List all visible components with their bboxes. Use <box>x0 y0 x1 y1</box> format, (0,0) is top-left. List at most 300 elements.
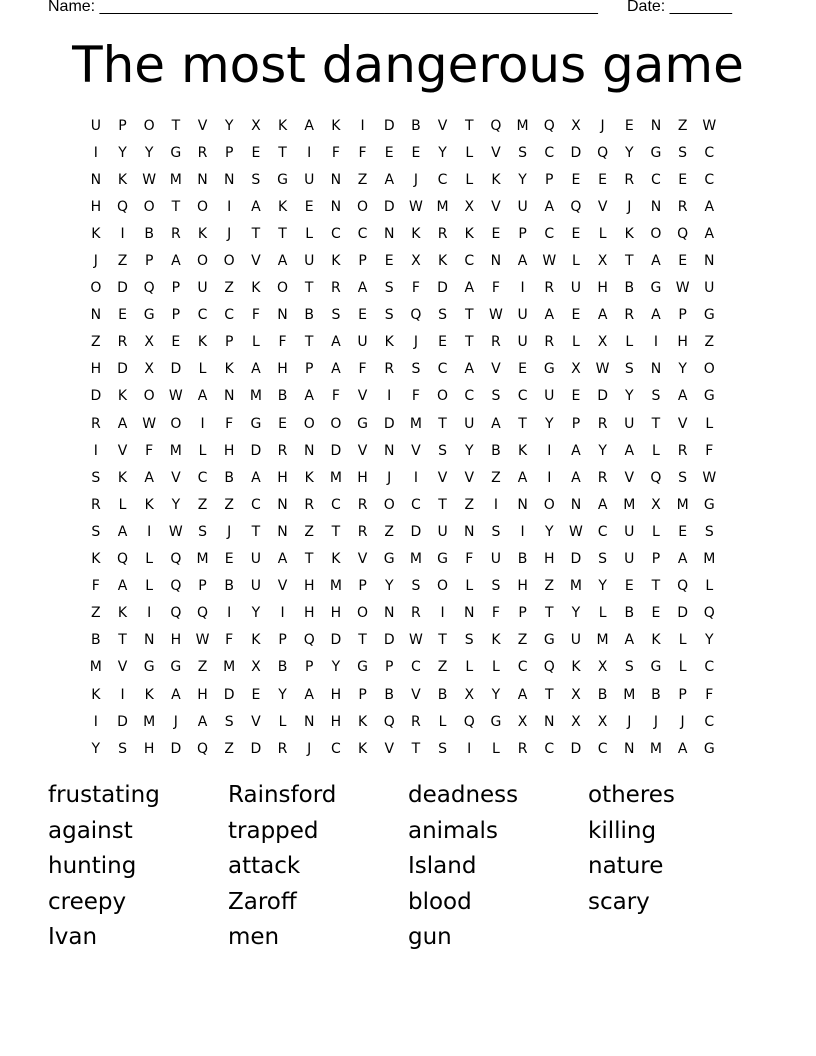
grid-letter[interactable]: Q <box>197 740 209 757</box>
grid-letter[interactable]: G <box>650 280 662 297</box>
grid-letter[interactable]: I <box>413 469 418 486</box>
grid-letter[interactable]: D <box>570 740 582 757</box>
grid-letter[interactable]: G <box>250 415 262 432</box>
grid-letter[interactable]: Q <box>410 307 422 324</box>
grid-letter[interactable]: R <box>411 713 421 730</box>
grid-letter[interactable]: W <box>142 171 157 188</box>
grid-letter[interactable]: A <box>277 253 288 270</box>
grid-letter[interactable]: R <box>677 442 688 459</box>
grid-letter[interactable]: E <box>251 144 261 161</box>
grid-letter[interactable]: U <box>570 280 582 297</box>
grid-letter[interactable]: B <box>411 117 421 134</box>
grid-letter[interactable]: A <box>464 361 475 378</box>
grid-letter[interactable]: A <box>597 307 608 324</box>
grid-letter[interactable]: F <box>705 442 714 459</box>
grid-letter[interactable]: N <box>303 713 315 730</box>
grid-letter[interactable]: R <box>357 496 368 513</box>
grid-letter[interactable]: F <box>331 388 340 405</box>
grid-letter[interactable]: C <box>330 225 341 242</box>
grid-letter[interactable]: L <box>465 171 474 188</box>
grid-letter[interactable]: Y <box>678 361 687 378</box>
grid-letter[interactable]: I <box>200 415 205 432</box>
grid-letter[interactable]: R <box>277 740 288 757</box>
grid-letter[interactable]: E <box>491 225 501 242</box>
grid-letter[interactable]: K <box>197 334 208 351</box>
grid-letter[interactable]: F <box>145 442 154 459</box>
grid-letter[interactable]: E <box>384 144 394 161</box>
grid-letter[interactable]: Y <box>438 144 447 161</box>
grid-letter[interactable]: D <box>383 415 395 432</box>
grid-letter[interactable]: C <box>517 659 528 676</box>
grid-letter[interactable]: S <box>704 523 714 540</box>
grid-letter[interactable]: R <box>544 280 555 297</box>
grid-letter[interactable]: L <box>465 578 474 595</box>
grid-letter[interactable]: D <box>170 740 182 757</box>
grid-letter[interactable]: N <box>704 253 715 270</box>
grid-letter[interactable]: G <box>170 659 182 676</box>
grid-letter[interactable]: L <box>598 605 607 622</box>
grid-letter[interactable]: O <box>650 225 662 242</box>
grid-letter[interactable]: O <box>197 253 209 270</box>
grid-letter[interactable]: Y <box>144 144 154 161</box>
grid-letter[interactable]: H <box>330 686 342 703</box>
grid-letter[interactable]: K <box>624 225 634 242</box>
grid-letter[interactable]: H <box>170 632 182 649</box>
grid-letter[interactable]: A <box>464 280 475 297</box>
grid-letter[interactable]: I <box>493 496 498 513</box>
grid-letter[interactable]: Q <box>463 713 475 730</box>
grid-letter[interactable]: I <box>280 605 285 622</box>
grid-letter[interactable]: D <box>677 605 688 622</box>
grid-letter[interactable]: K <box>251 280 261 297</box>
grid-letter[interactable]: K <box>117 469 128 486</box>
grid-letter[interactable]: A <box>144 469 154 486</box>
grid-letter[interactable]: R <box>197 144 208 161</box>
grid-letter[interactable]: S <box>678 469 688 486</box>
grid-letter[interactable]: A <box>331 361 341 378</box>
grid-letter[interactable]: M <box>596 632 609 649</box>
grid-letter[interactable]: V <box>171 469 181 486</box>
grid-letter[interactable]: C <box>411 659 421 676</box>
grid-letter[interactable]: C <box>704 171 715 188</box>
grid-letter[interactable]: P <box>224 144 234 161</box>
grid-letter[interactable]: E <box>571 388 581 405</box>
grid-letter[interactable]: D <box>410 523 422 540</box>
grid-letter[interactable]: M <box>623 496 636 513</box>
grid-letter[interactable]: B <box>624 605 635 622</box>
grid-letter[interactable]: S <box>438 442 448 459</box>
grid-letter[interactable]: K <box>144 686 154 703</box>
grid-letter[interactable]: L <box>118 496 127 513</box>
grid-letter[interactable]: B <box>517 551 528 568</box>
grid-letter[interactable]: Z <box>464 496 475 513</box>
grid-letter[interactable]: B <box>597 686 608 703</box>
grid-letter[interactable]: W <box>408 198 423 215</box>
grid-letter[interactable]: T <box>464 307 474 324</box>
grid-letter[interactable]: W <box>569 523 583 540</box>
grid-letter[interactable]: C <box>197 469 208 486</box>
grid-letter[interactable]: V <box>251 253 261 270</box>
grid-letter[interactable]: P <box>358 578 367 595</box>
grid-letter[interactable]: Y <box>624 144 634 161</box>
grid-letter[interactable]: D <box>383 632 395 649</box>
grid-letter[interactable]: K <box>91 551 101 568</box>
grid-letter[interactable]: X <box>411 253 421 270</box>
grid-letter[interactable]: Z <box>357 171 368 188</box>
grid-letter[interactable]: C <box>517 388 528 405</box>
grid-letter[interactable]: A <box>651 307 661 324</box>
grid-letter[interactable]: K <box>144 496 154 513</box>
grid-letter[interactable]: W <box>595 361 610 378</box>
grid-letter[interactable]: I <box>307 144 312 161</box>
grid-letter[interactable]: J <box>93 253 98 270</box>
grid-letter[interactable]: O <box>437 578 449 595</box>
grid-letter[interactable]: A <box>251 198 261 215</box>
grid-letter[interactable]: V <box>277 578 288 595</box>
grid-letter[interactable]: A <box>304 686 314 703</box>
grid-letter[interactable]: S <box>678 144 688 161</box>
grid-letter[interactable]: K <box>491 171 501 188</box>
grid-letter[interactable]: E <box>624 117 634 134</box>
grid-letter[interactable]: Q <box>303 632 315 649</box>
grid-letter[interactable]: L <box>145 578 154 595</box>
grid-letter[interactable]: A <box>251 469 261 486</box>
grid-letter[interactable]: F <box>491 280 500 297</box>
grid-letter[interactable]: R <box>90 415 101 432</box>
grid-letter[interactable]: L <box>705 415 714 432</box>
grid-letter[interactable]: H <box>330 605 342 622</box>
grid-letter[interactable]: M <box>649 740 662 757</box>
grid-letter[interactable]: Z <box>491 469 501 486</box>
grid-letter[interactable]: C <box>544 740 555 757</box>
grid-letter[interactable]: V <box>357 388 368 405</box>
grid-letter[interactable]: R <box>491 334 501 351</box>
grid-letter[interactable]: Y <box>171 496 181 513</box>
grid-letter[interactable]: A <box>517 686 528 703</box>
grid-letter[interactable]: U <box>704 280 715 297</box>
grid-letter[interactable]: B <box>437 686 448 703</box>
grid-letter[interactable]: G <box>357 659 368 676</box>
grid-letter[interactable]: E <box>624 578 634 595</box>
grid-letter[interactable]: A <box>677 388 688 405</box>
grid-letter[interactable]: V <box>491 198 501 215</box>
grid-letter[interactable]: C <box>330 496 341 513</box>
grid-letter[interactable]: S <box>224 713 234 730</box>
grid-letter[interactable]: L <box>572 334 580 351</box>
grid-letter[interactable]: I <box>120 225 125 242</box>
grid-letter[interactable]: Z <box>384 523 395 540</box>
grid-letter[interactable]: O <box>277 280 289 297</box>
grid-letter[interactable]: K <box>411 225 421 242</box>
grid-letter[interactable]: D <box>330 442 342 459</box>
grid-letter[interactable]: K <box>517 442 528 459</box>
grid-letter[interactable]: Q <box>650 469 662 486</box>
grid-letter[interactable]: U <box>517 307 528 324</box>
grid-letter[interactable]: E <box>411 144 421 161</box>
grid-letter[interactable]: I <box>93 713 98 730</box>
grid-letter[interactable]: M <box>516 117 529 134</box>
grid-letter[interactable]: Z <box>544 578 555 595</box>
grid-letter[interactable]: A <box>624 442 635 459</box>
grid-letter[interactable]: U <box>250 578 261 595</box>
grid-letter[interactable]: S <box>198 523 207 540</box>
grid-letter[interactable]: X <box>651 496 661 513</box>
grid-letter[interactable]: B <box>304 307 315 324</box>
grid-letter[interactable]: S <box>384 307 394 324</box>
grid-letter[interactable]: E <box>384 253 394 270</box>
grid-letter[interactable]: B <box>384 686 395 703</box>
grid-letter[interactable]: R <box>517 740 528 757</box>
grid-letter[interactable]: C <box>224 307 235 324</box>
grid-letter[interactable]: T <box>651 578 661 595</box>
grid-letter[interactable]: J <box>627 198 632 215</box>
grid-letter[interactable]: C <box>437 361 448 378</box>
grid-letter[interactable]: S <box>624 361 634 378</box>
grid-letter[interactable]: Q <box>170 551 182 568</box>
grid-letter[interactable]: P <box>304 659 314 676</box>
grid-letter[interactable]: A <box>197 388 208 405</box>
grid-letter[interactable]: A <box>597 496 608 513</box>
grid-letter[interactable]: E <box>358 307 367 324</box>
grid-letter[interactable]: T <box>518 415 527 432</box>
grid-letter[interactable]: D <box>570 551 582 568</box>
grid-letter[interactable]: S <box>651 388 661 405</box>
grid-letter[interactable]: Q <box>116 198 129 215</box>
grid-letter[interactable]: M <box>169 442 182 459</box>
grid-letter[interactable]: G <box>277 171 288 188</box>
grid-letter[interactable]: H <box>677 334 688 351</box>
grid-letter[interactable]: N <box>570 496 582 513</box>
grid-letter[interactable]: W <box>542 253 557 270</box>
grid-letter[interactable]: T <box>544 686 554 703</box>
grid-letter[interactable]: I <box>467 740 472 757</box>
grid-letter[interactable]: Q <box>383 713 395 730</box>
grid-letter[interactable]: V <box>464 469 475 486</box>
grid-letter[interactable]: O <box>437 388 449 405</box>
grid-letter[interactable]: R <box>677 198 688 215</box>
grid-letter[interactable]: O <box>303 415 315 432</box>
grid-letter[interactable]: A <box>304 388 314 405</box>
grid-letter[interactable]: L <box>438 713 447 730</box>
grid-letter[interactable]: Q <box>543 659 555 676</box>
grid-letter[interactable]: P <box>545 171 554 188</box>
grid-letter[interactable]: G <box>357 415 368 432</box>
grid-letter[interactable]: A <box>117 578 128 595</box>
grid-letter[interactable]: F <box>91 578 100 595</box>
grid-letter[interactable]: H <box>223 442 235 459</box>
grid-letter[interactable]: O <box>357 198 369 215</box>
grid-letter[interactable]: D <box>570 144 582 161</box>
grid-letter[interactable]: M <box>249 388 262 405</box>
grid-letter[interactable]: F <box>331 144 340 161</box>
grid-letter[interactable]: E <box>251 686 261 703</box>
grid-letter[interactable]: A <box>517 469 528 486</box>
grid-letter[interactable]: D <box>437 280 448 297</box>
grid-letter[interactable]: H <box>597 280 608 297</box>
grid-letter[interactable]: V <box>491 361 501 378</box>
grid-letter[interactable]: S <box>598 551 608 568</box>
grid-letter[interactable]: R <box>170 225 181 242</box>
grid-letter[interactable]: O <box>143 198 155 215</box>
grid-letter[interactable]: I <box>520 523 525 540</box>
grid-letter[interactable]: F <box>278 334 287 351</box>
grid-letter[interactable]: H <box>330 713 342 730</box>
grid-letter[interactable]: R <box>597 415 608 432</box>
grid-letter[interactable]: R <box>384 361 395 378</box>
grid-letter[interactable]: J <box>227 523 232 540</box>
grid-letter[interactable]: F <box>225 415 234 432</box>
grid-letter[interactable]: I <box>360 117 365 134</box>
grid-letter[interactable]: C <box>651 171 661 188</box>
grid-letter[interactable]: K <box>251 632 261 649</box>
grid-letter[interactable]: S <box>384 280 394 297</box>
grid-letter[interactable]: U <box>624 551 635 568</box>
grid-letter[interactable]: E <box>171 334 181 351</box>
grid-letter[interactable]: V <box>437 469 448 486</box>
grid-letter[interactable]: T <box>118 632 127 649</box>
grid-letter[interactable]: I <box>93 442 98 459</box>
grid-letter[interactable]: O <box>223 253 235 270</box>
grid-letter[interactable]: S <box>91 523 101 540</box>
grid-letter[interactable]: N <box>624 740 635 757</box>
grid-letter[interactable]: I <box>547 469 552 486</box>
grid-letter[interactable]: N <box>383 225 395 242</box>
grid-letter[interactable]: D <box>250 740 262 757</box>
grid-letter[interactable]: U <box>250 551 261 568</box>
grid-letter[interactable]: T <box>304 334 314 351</box>
grid-letter[interactable]: I <box>120 686 125 703</box>
grid-letter[interactable]: T <box>251 523 261 540</box>
grid-letter[interactable]: X <box>571 686 581 703</box>
grid-letter[interactable]: X <box>517 713 528 730</box>
grid-letter[interactable]: M <box>143 713 156 730</box>
grid-letter[interactable]: S <box>91 469 101 486</box>
grid-letter[interactable]: K <box>117 605 128 622</box>
grid-letter[interactable]: E <box>571 307 581 324</box>
grid-letter[interactable]: Q <box>170 605 182 622</box>
grid-letter[interactable]: K <box>91 225 101 242</box>
grid-letter[interactable]: Z <box>437 659 448 676</box>
grid-letter[interactable]: M <box>409 551 422 568</box>
grid-letter[interactable]: C <box>250 496 261 513</box>
grid-letter[interactable]: C <box>464 388 475 405</box>
grid-letter[interactable]: V <box>197 117 208 134</box>
grid-letter[interactable]: G <box>703 496 715 513</box>
grid-letter[interactable]: K <box>331 117 341 134</box>
grid-letter[interactable]: G <box>170 144 182 161</box>
grid-letter[interactable]: N <box>650 198 662 215</box>
grid-letter[interactable]: E <box>571 225 581 242</box>
grid-letter[interactable]: H <box>90 361 102 378</box>
grid-letter[interactable]: Q <box>170 578 182 595</box>
grid-letter[interactable]: O <box>197 198 209 215</box>
grid-letter[interactable]: O <box>330 415 342 432</box>
grid-letter[interactable]: B <box>277 659 288 676</box>
grid-letter[interactable]: Z <box>704 334 715 351</box>
grid-letter[interactable]: I <box>93 144 98 161</box>
grid-letter[interactable]: K <box>357 713 368 730</box>
grid-letter[interactable]: B <box>224 469 234 486</box>
grid-letter[interactable]: L <box>492 740 500 757</box>
grid-letter[interactable]: A <box>304 117 314 134</box>
grid-letter[interactable]: Z <box>677 117 688 134</box>
grid-letter[interactable]: V <box>411 686 421 703</box>
grid-letter[interactable]: U <box>544 388 555 405</box>
grid-letter[interactable]: X <box>597 334 608 351</box>
grid-letter[interactable]: Y <box>251 605 261 622</box>
grid-letter[interactable]: L <box>145 551 154 568</box>
grid-letter[interactable]: X <box>464 198 475 215</box>
grid-letter[interactable]: L <box>572 253 580 270</box>
grid-letter[interactable]: A <box>704 198 715 215</box>
grid-letter[interactable]: G <box>490 713 502 730</box>
grid-letter[interactable]: M <box>169 171 182 188</box>
grid-letter[interactable]: R <box>597 469 608 486</box>
grid-letter[interactable]: M <box>329 469 342 486</box>
grid-letter[interactable]: Q <box>490 117 502 134</box>
grid-letter[interactable]: K <box>117 388 128 405</box>
grid-letter[interactable]: S <box>491 388 501 405</box>
grid-letter[interactable]: T <box>438 632 447 649</box>
grid-letter[interactable]: A <box>171 253 181 270</box>
grid-letter[interactable]: E <box>304 198 314 215</box>
grid-letter[interactable]: A <box>571 442 581 459</box>
grid-letter[interactable]: K <box>357 740 368 757</box>
grid-letter[interactable]: Y <box>571 605 581 622</box>
grid-letter[interactable]: U <box>570 632 582 649</box>
grid-letter[interactable]: C <box>704 659 715 676</box>
grid-letter[interactable]: X <box>597 659 608 676</box>
grid-letter[interactable]: L <box>198 442 207 459</box>
grid-letter[interactable]: Z <box>224 496 234 513</box>
grid-letter[interactable]: K <box>464 225 474 242</box>
grid-letter[interactable]: G <box>143 307 155 324</box>
grid-letter[interactable]: T <box>278 144 287 161</box>
grid-letter[interactable]: G <box>703 307 715 324</box>
grid-letter[interactable]: L <box>678 659 687 676</box>
grid-letter[interactable]: D <box>383 198 395 215</box>
grid-letter[interactable]: O <box>143 117 155 134</box>
grid-letter[interactable]: J <box>600 117 605 134</box>
grid-letter[interactable]: A <box>544 198 555 215</box>
grid-letter[interactable]: N <box>197 171 208 188</box>
grid-letter[interactable]: U <box>90 117 101 134</box>
grid-letter[interactable]: H <box>303 578 315 595</box>
grid-letter[interactable]: Z <box>117 253 128 270</box>
grid-letter[interactable]: V <box>437 117 448 134</box>
grid-letter[interactable]: R <box>304 496 315 513</box>
grid-letter[interactable]: B <box>651 686 661 703</box>
grid-letter[interactable]: T <box>624 253 634 270</box>
grid-letter[interactable]: H <box>143 740 155 757</box>
grid-letter[interactable]: P <box>518 225 527 242</box>
grid-letter[interactable]: Y <box>598 442 607 459</box>
grid-letter[interactable]: Q <box>116 551 129 568</box>
grid-letter[interactable]: T <box>251 225 261 242</box>
grid-letter[interactable]: T <box>358 632 367 649</box>
grid-letter[interactable]: Y <box>705 632 714 649</box>
grid-letter[interactable]: R <box>624 171 635 188</box>
grid-letter[interactable]: R <box>411 605 421 622</box>
grid-letter[interactable]: U <box>490 551 502 568</box>
grid-letter[interactable]: L <box>198 361 207 378</box>
grid-letter[interactable]: M <box>703 551 716 568</box>
grid-letter[interactable]: Y <box>91 740 101 757</box>
grid-letter[interactable]: H <box>543 551 555 568</box>
grid-letter[interactable]: T <box>464 334 474 351</box>
grid-letter[interactable]: D <box>383 117 395 134</box>
grid-letter[interactable]: E <box>678 171 688 188</box>
